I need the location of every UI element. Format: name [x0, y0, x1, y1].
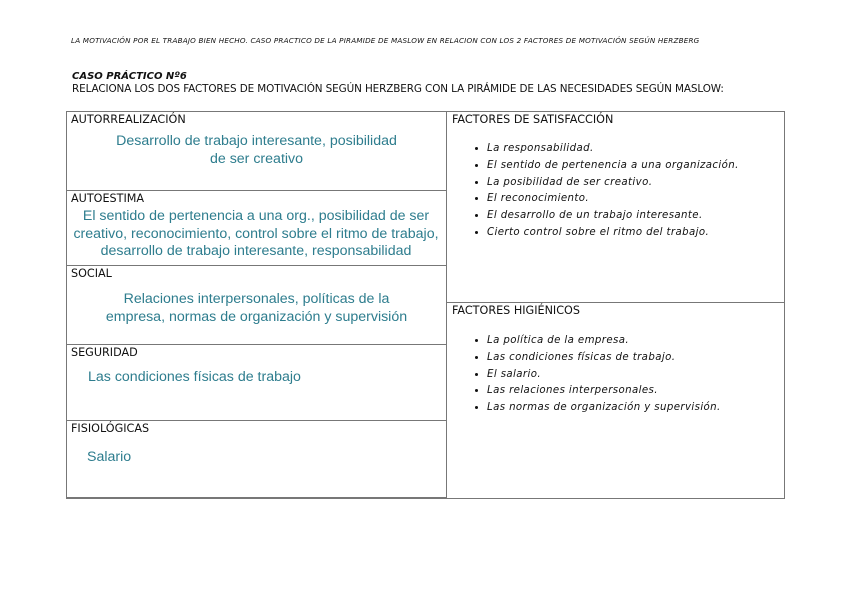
document-header: LA MOTIVACIÓN POR EL TRABAJO BIEN HECHO. CASO PRACTICO DE LA PIRAMIDE DE MASLOW EN RELACION CON LOS 2 FACTORES DE MOTIVACIÓN SEGÚN HERZBERG — [71, 36, 700, 45]
case-title: CASO PRÁCTICO Nº6 — [72, 71, 187, 82]
list-item: • La posibilidad de ser creativo. — [487, 175, 739, 192]
list-item: • La política de la empresa. — [487, 333, 721, 350]
hygiene-factors-list — [470, 333, 721, 417]
list-item: • El sentido de pertenencia a una organización. — [487, 158, 739, 175]
maslow-text: Las condiciones físicas de trabajo — [88, 369, 301, 385]
list-item: • Las relaciones interpersonales. — [487, 383, 721, 400]
maslow-cell-seguridad — [67, 345, 446, 421]
comparison-table — [66, 111, 785, 499]
hygiene-factors-cell — [447, 303, 784, 498]
list-item: • El desarrollo de un trabajo interesante. — [487, 208, 739, 225]
maslow-label: FISIOLÓGICAS — [71, 422, 150, 435]
satisfaction-factors-list — [470, 141, 739, 242]
maslow-cell-autorrealizacion — [67, 112, 446, 191]
list-item: • Las normas de organización y supervisión. — [487, 400, 721, 417]
satisfaction-factors-label: FACTORES DE SATISFACCIÓN — [452, 113, 614, 126]
list-item: • Las condiciones físicas de trabajo. — [487, 350, 721, 367]
list-item: • La responsabilidad. — [487, 141, 739, 158]
maslow-text: El sentido de pertenencia a una org., posibilidad de ser creativo, reconocimiento, control sobre el ritmo de trabajo, desarrollo de trabajo interesante, responsabilidad — [73, 208, 439, 259]
maslow-text: Salario — [87, 449, 132, 465]
maslow-cell-fisiologicas — [67, 421, 446, 498]
maslow-label: SOCIAL — [71, 267, 112, 280]
maslow-label: SEGURIDAD — [71, 346, 138, 359]
hygiene-factors-label: FACTORES HIGIÉNICOS — [452, 304, 580, 317]
maslow-text: Desarrollo de trabajo interesante, posibilidad de ser creativo — [116, 133, 397, 167]
list-item: • El salario. — [487, 367, 721, 384]
case-subtitle: RELACIONA LOS DOS FACTORES DE MOTIVACIÓN SEGÚN HERZBERG CON LA PIRÁMIDE DE LAS NECESIDADES SEGÚN MASLOW: — [72, 83, 724, 95]
list-item: • El reconocimiento. — [487, 191, 739, 208]
list-item: • Cierto control sobre el ritmo del trabajo. — [487, 225, 739, 242]
satisfaction-factors-cell — [447, 112, 784, 303]
maslow-text: Relaciones interpersonales, políticas de la empresa, normas de organización y supervisión — [105, 291, 408, 325]
maslow-label: AUTOESTIMA — [71, 192, 145, 205]
maslow-cell-autoestima — [67, 191, 446, 266]
maslow-cell-social — [67, 266, 446, 345]
maslow-label: AUTORREALIZACIÓN — [71, 113, 186, 126]
